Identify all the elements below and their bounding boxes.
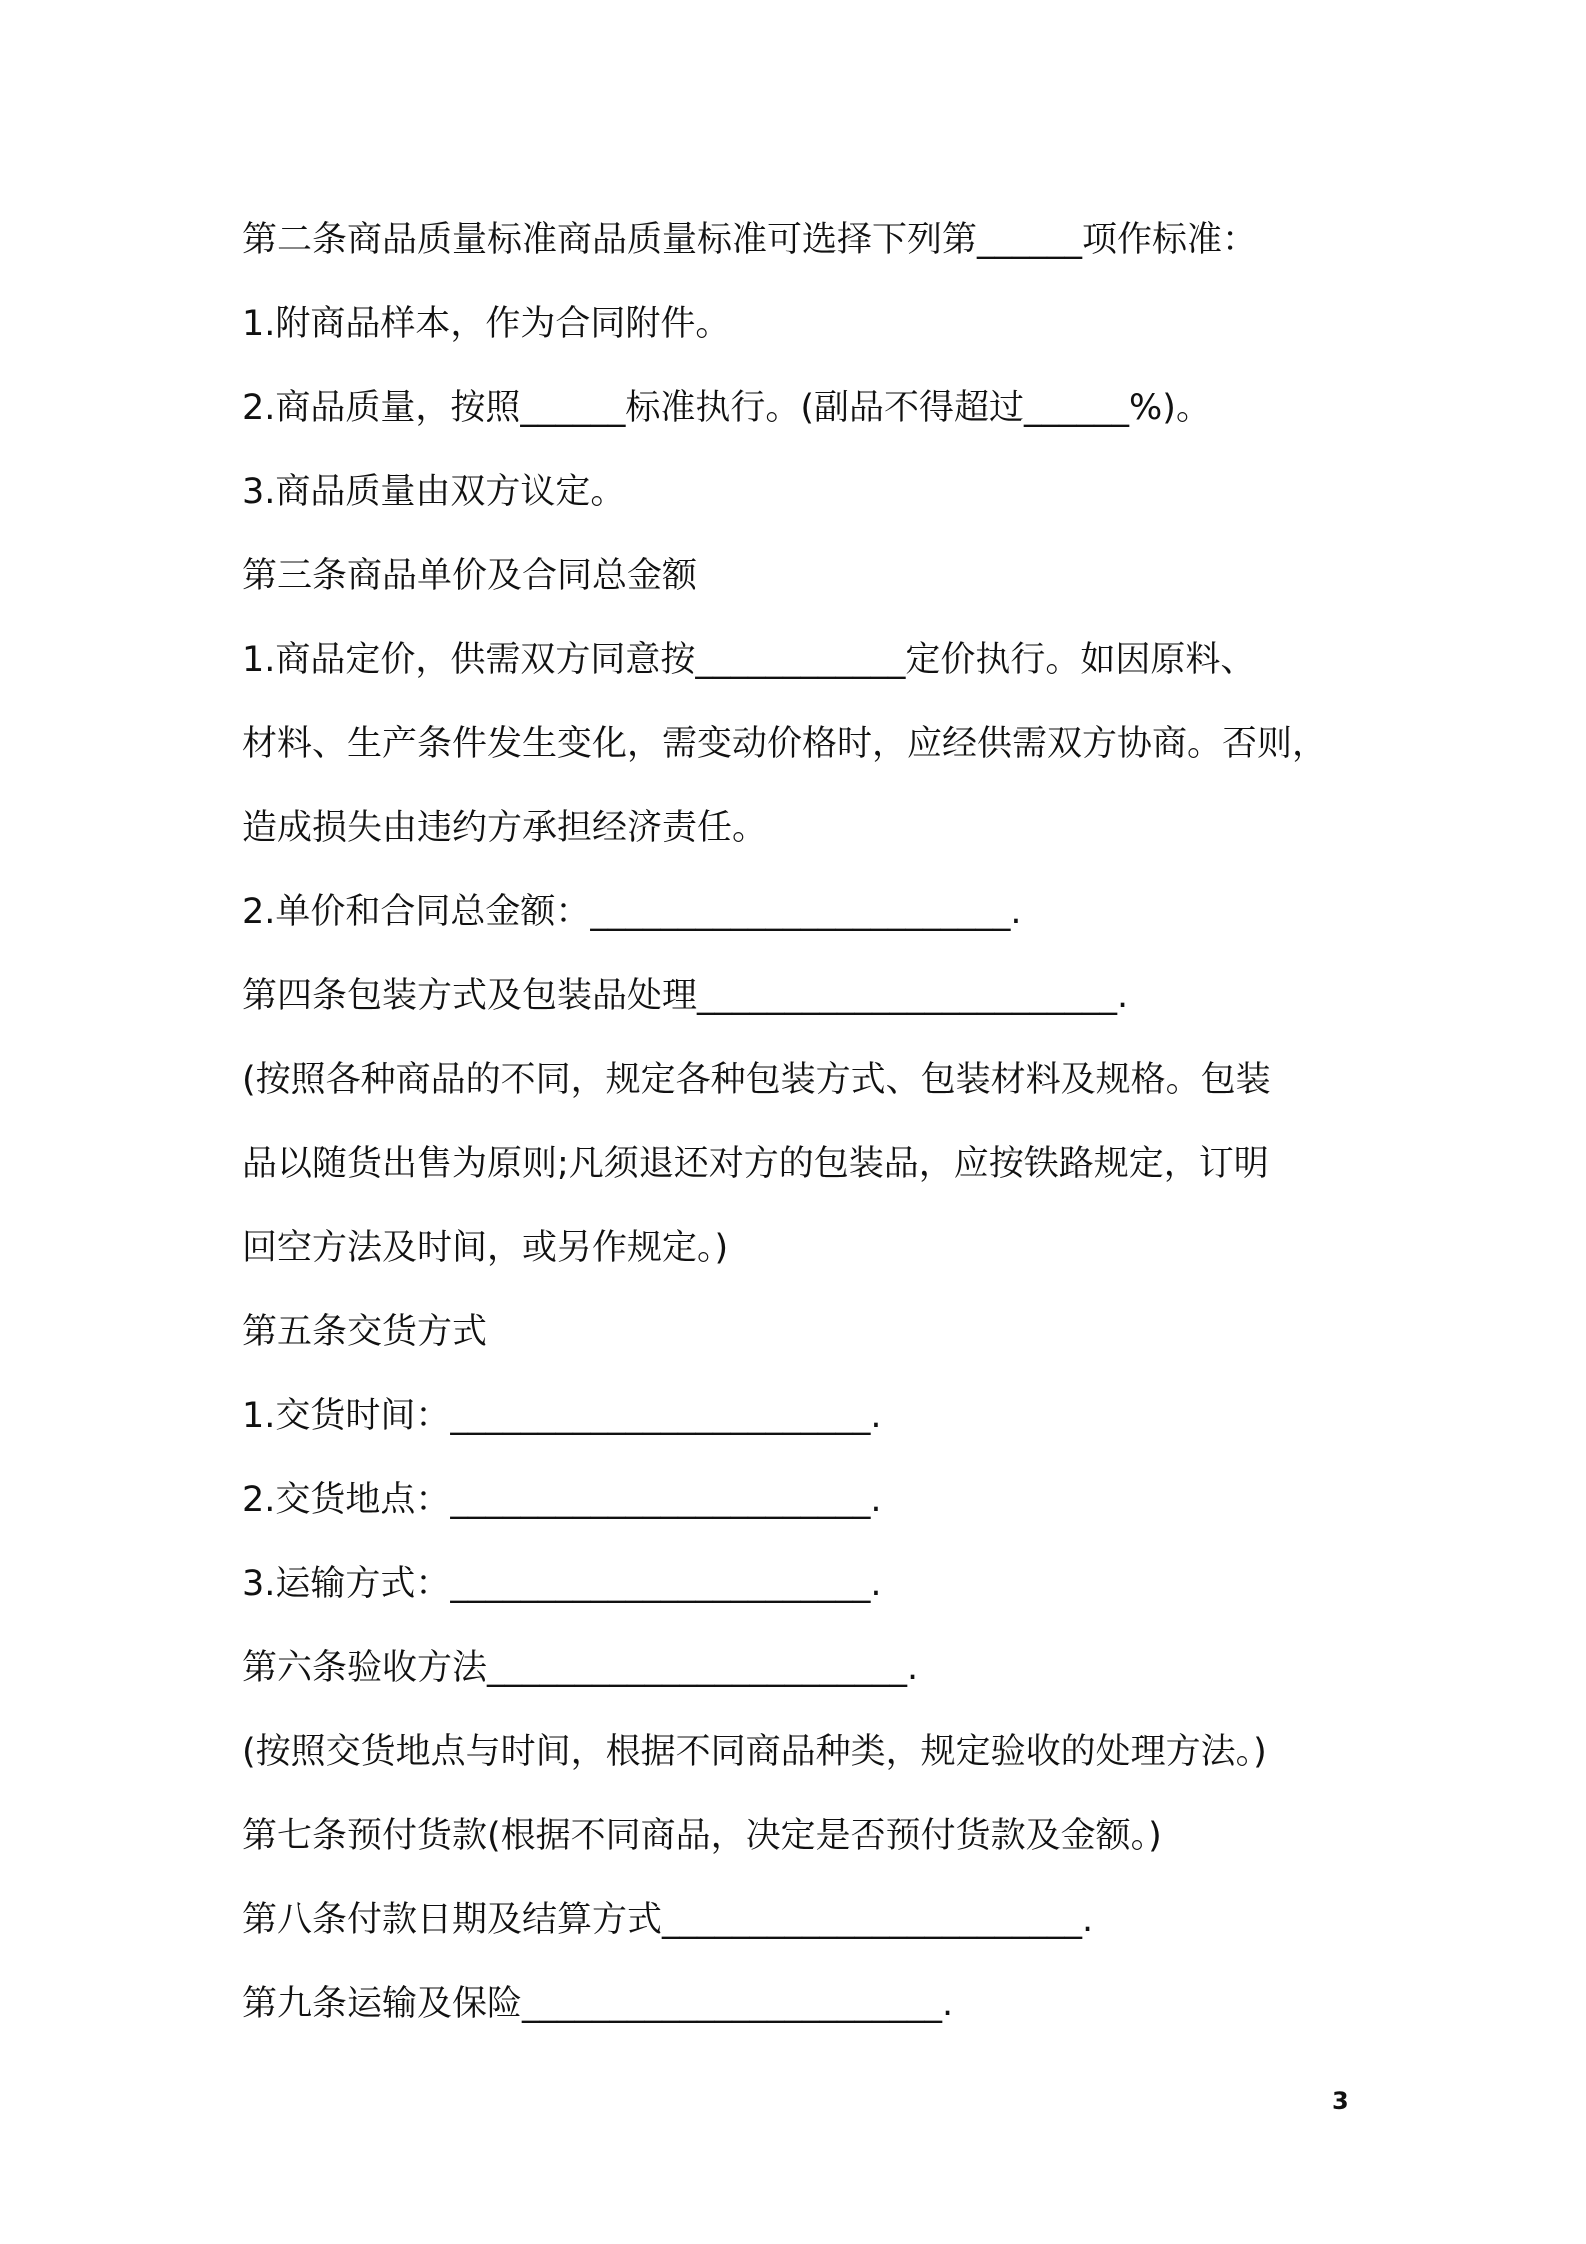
text-line: 2.商品质量，按照______标准执行。(副品不得超过______%)。: [242, 388, 1211, 428]
text-line: 第三条商品单价及合同总金额: [242, 556, 698, 596]
text-line: 品以随货出售为原则;凡须退还对方的包装品，应按铁路规定，订明: [242, 1144, 1269, 1184]
text-line: 3.商品质量由双方议定。: [242, 472, 626, 512]
page-number: 3: [1332, 2087, 1349, 2115]
text-line: 1.交货时间：________________________.: [242, 1396, 882, 1436]
text-line: 第九条运输及保险________________________.: [242, 1984, 954, 2024]
text-line: 第七条预付货款(根据不同商品，决定是否预付货款及金额。): [242, 1816, 1162, 1856]
text-line: 材料、生产条件发生变化，需变动价格时，应经供需双方协商。否则，: [242, 724, 1328, 764]
text-line: (按照各种商品的不同，规定各种包装方式、包装材料及规格。包装: [242, 1060, 1271, 1100]
text-line: 第五条交货方式: [242, 1312, 488, 1352]
text-line: 回空方法及时间，或另作规定。): [242, 1228, 729, 1268]
document-body: [242, 198, 1362, 2046]
text-line: 第二条商品质量标准商品质量标准可选择下列第______项作标准：: [242, 220, 1258, 260]
text-line: (按照交货地点与时间，根据不同商品种类，规定验收的处理方法。): [242, 1732, 1267, 1772]
text-line: 造成损失由违约方承担经济责任。: [242, 808, 768, 848]
text-line: 2.单价和合同总金额：________________________.: [242, 892, 1022, 932]
text-line: 第四条包装方式及包装品处理________________________.: [242, 976, 1129, 1016]
text-line: 第八条付款日期及结算方式________________________.: [242, 1900, 1094, 1940]
text-line: 1.商品定价，供需双方同意按____________定价执行。如因原料、: [242, 640, 1256, 680]
text-line: 第六条验收方法________________________.: [242, 1648, 919, 1688]
text-line: 2.交货地点：________________________.: [242, 1480, 882, 1520]
text-line: 3.运输方式：________________________.: [242, 1564, 882, 1604]
text-line: 1.附商品样本，作为合同附件。: [242, 304, 731, 344]
